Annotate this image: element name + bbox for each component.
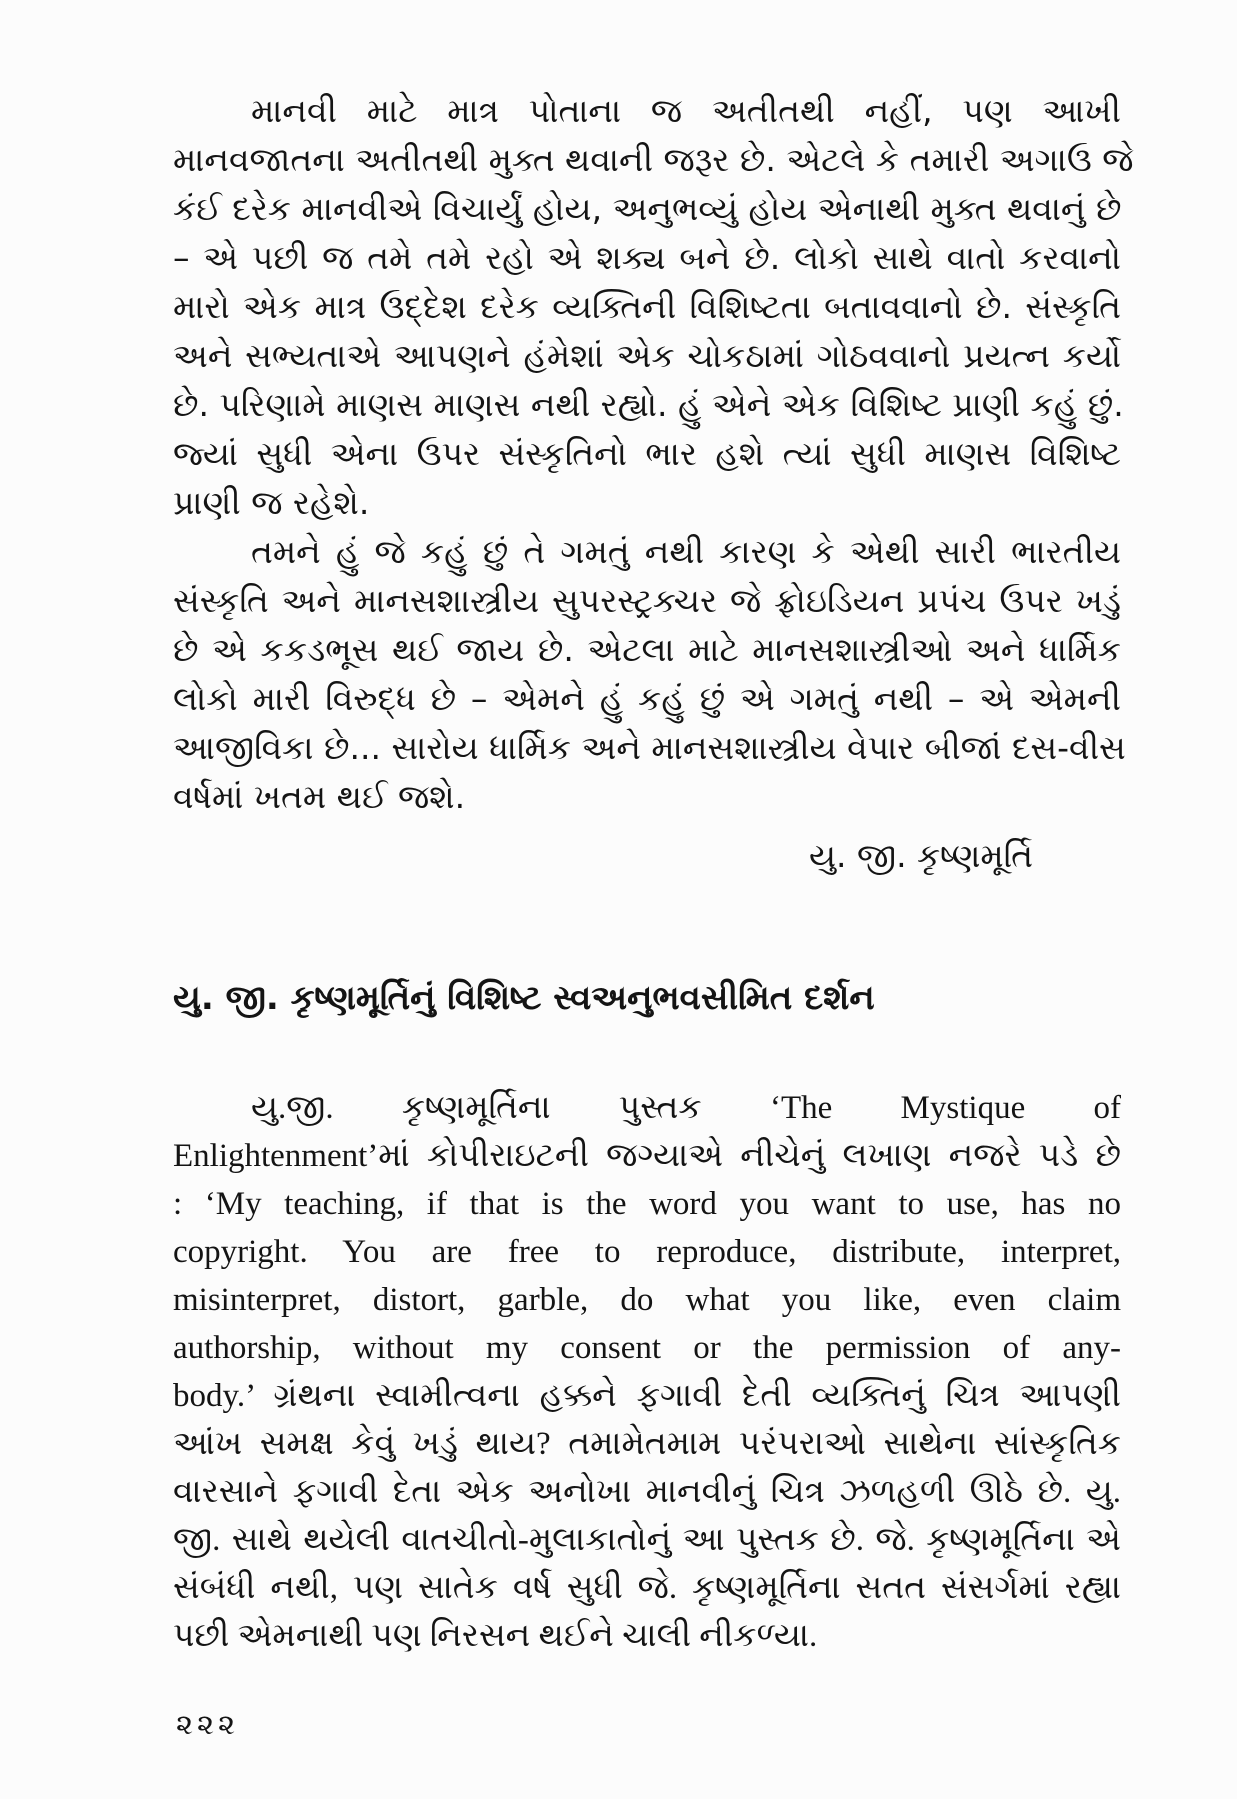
text-line: પ્રાણી જ રહેશે.: [173, 483, 370, 522]
text-line: copyright. You are free to reproduce, distribute, interpret,: [173, 1234, 1121, 1270]
paragraph-quote-1: [173, 86, 1134, 527]
text-line: મારો એક માત્ર ઉદ્દેશ દરેક વ્યક્તિની વિશિષ્ટતા બતાવવાનો છે. સંસ્કૃતિ: [173, 287, 1121, 326]
text-line: જ્યાં સુધી એના ઉપર સંસ્કૃતિનો ભાર હશે ત્યાં સુધી માણસ વિશિષ્ટ: [173, 434, 1121, 473]
text-line: આંખ સમક્ષ કેવું ખડું થાય? તમામેતમામ પરંપરાઓ સાથેના સાંસ્કૃતિક: [173, 1426, 1121, 1462]
text-line: અને સભ્યતાએ આપણને હંમેશાં એક ચોકઠામાં ગોઠવવાનો પ્રયત્ન કર્યો: [173, 336, 1121, 375]
text-line: misinterpret, distort, garble, do what you like, even claim: [173, 1282, 1121, 1318]
text-line: Enlightenment’માં કોપીરાઇટની જગ્યાએ નીચેનું લખાણ નજરે પડે છે: [173, 1138, 1121, 1174]
text-line: લોકો મારી વિરુદ્ધ છે – એમને હું કહું છું એ ગમતું નથી – એ એમની: [173, 679, 1121, 718]
text-line: આજીવિકા છે... સારોય ધાર્મિક અને માનસશાસ્ત્રીય વેપાર બીજાં દસ-વીસ: [173, 728, 1126, 767]
section-heading: યુ. જી. કૃષ્ણમૂર્તિનું વિશિષ્ટ સ્વઅનુભવસીમિત દર્શન: [173, 978, 875, 1018]
text-line: છે. પરિણામે માણસ માણસ નથી રહ્યો. હું એને એક વિશિષ્ટ પ્રાણી કહું છું.: [173, 385, 1124, 424]
text-line: વારસાને ફગાવી દેતા એક અનોખા માનવીનું ચિત્ર ઝળહળી ઊઠે છે. યુ.: [173, 1474, 1121, 1510]
text-line: – એ પછી જ તમે તમે રહો એ શક્ય બને છે. લોકો સાથે વાતો કરવાનો: [173, 238, 1121, 277]
text-line: જી. સાથે થયેલી વાતચીતો-મુલાકાતોનું આ પુસ્તક છે. જે. કૃષ્ણમૂર્તિના એ: [173, 1522, 1121, 1558]
text-line: authorship, without my consent or the permission of any-: [173, 1330, 1121, 1366]
text-line: : ‘My teaching, if that is the word you want to use, has no: [173, 1186, 1121, 1222]
text-line: સંસ્કૃતિ અને માનસશાસ્ત્રીય સુપરસ્ટ્રક્ચર જે ફ્રોઇડિયન પ્રપંચ ઉપર ખડું: [173, 581, 1121, 620]
text-line: માનવી માટે માત્ર પોતાના જ અતીતથી નહીં, પણ આખી: [251, 91, 1121, 130]
text-line: સંબંધી નથી, પણ સાતેક વર્ષ સુધી જે. કૃષ્ણમૂર્તિના સતત સંસર્ગમાં રહ્યા: [173, 1570, 1121, 1606]
text-line: કંઈ દરેક માનવીએ વિચાર્યું હોય, અનુભવ્યું હોય એનાથી મુક્ત થવાનું છે: [173, 189, 1122, 228]
quote-attribution: યુ. જી. કૃષ્ણમૂર્તિ: [808, 836, 1033, 875]
text-line: તમને હું જે કહું છું તે ગમતું નથી કારણ કે એથી સારી ભારતીય: [251, 532, 1121, 571]
text-line: છે એ કકડભૂસ થઈ જાય છે. એટલા માટે માનસશાસ્ત્રીઓ અને ધાર્મિક: [173, 630, 1121, 669]
text-line: પછી એમનાથી પણ નિરસન થઈને ચાલી નીકળ્યા.: [173, 1618, 818, 1654]
paragraph-mixed-gujarati-english: [173, 1084, 1121, 1660]
text-line: body.’ ગ્રંથના સ્વામીત્વના હક્કને ફગાવી દેતી વ્યક્તિનું ચિત્ર આપણી: [173, 1378, 1121, 1414]
text-line: વર્ષમાં ખતમ થઈ જશે.: [173, 777, 466, 816]
paragraph-quote-2: [173, 527, 1126, 821]
text-line: યુ.જી. કૃષ્ણમૂર્તિના પુસ્તક ‘The Mystique of: [251, 1090, 1121, 1126]
page-number: ૨૨૨: [176, 1707, 240, 1741]
text-line: માનવજાતના અતીતથી મુક્ત થવાની જરૂર છે. એટલે કે તમારી અગાઉ જે: [173, 140, 1134, 179]
